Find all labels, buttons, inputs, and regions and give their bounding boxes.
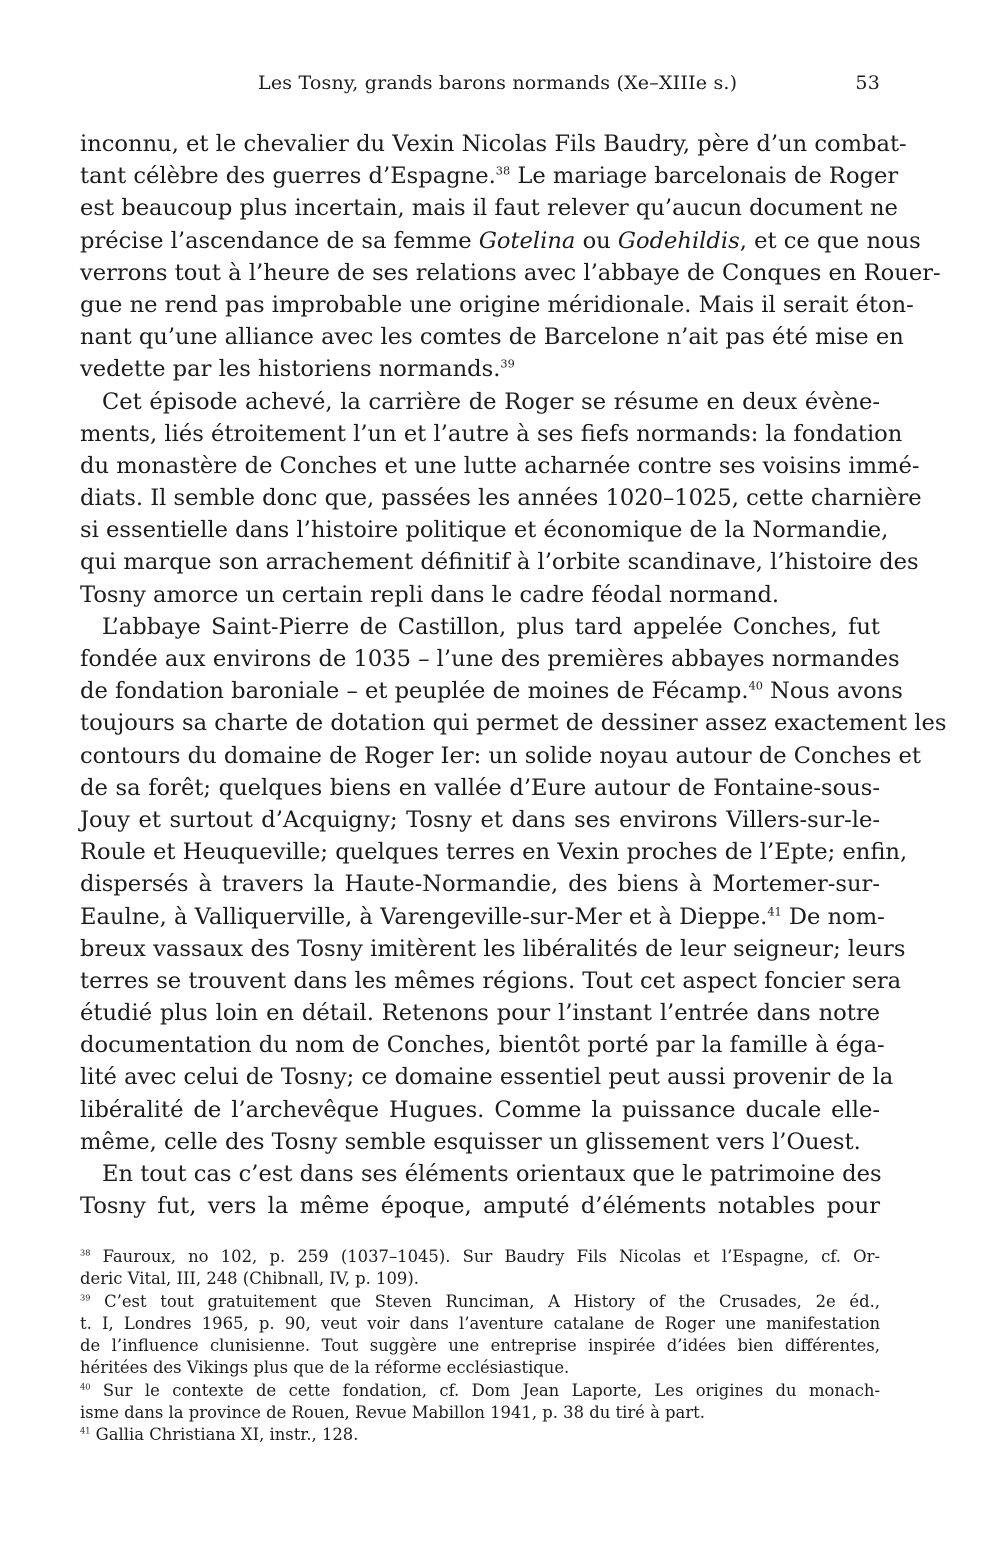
text-line (80, 353, 880, 385)
text-run: de fondation baroniale – et peuplée de moines de Fécamp. (80, 678, 749, 705)
note-reference: 38 (495, 164, 511, 178)
text-line (80, 901, 885, 933)
running-title: Les Tosny, grands barons normands (Xe–XIIIe s.) (258, 72, 738, 94)
text-run: dispersés à travers la Haute-Normandie, des biens à Mortemer-sur- (80, 871, 880, 898)
text-line (80, 1061, 894, 1093)
note-reference: 39 (80, 1292, 91, 1303)
footnote-line (80, 1246, 880, 1268)
text-run: étudié plus loin en détail. Retenons pour l’instant l’entrée dans notre (80, 1000, 880, 1027)
note-reference: 41 (767, 904, 782, 918)
text-run: Sur le contexte de cette fondation, cf. Dom Jean Laporte, Les origines du monach- (90, 1380, 880, 1400)
page-number: 53 (855, 72, 880, 94)
text-run: Jouy et surtout d’Acquigny; Tosny et dans ses environs Villers-sur-le- (80, 806, 880, 833)
text-run: vedette par les historiens normands. (80, 356, 501, 383)
text-run: De nom- (781, 903, 885, 930)
text-run: de l’influence clunisienne. Tout suggère une entreprise inspirée d’idées bien différentes, (80, 1336, 880, 1356)
text-run: Gotelina (478, 227, 576, 254)
text-run: précise l’ascendance de sa femme (80, 227, 479, 254)
text-run: Le mariage barcelonais de Roger (510, 163, 899, 190)
text-run: du monastère de Conches et une lutte acharnée contre ses voisins immé- (80, 452, 920, 479)
text-line (80, 1158, 880, 1190)
text-line (80, 579, 880, 611)
text-run: gue ne rend pas improbable une origine méridionale. Mais il serait éton- (80, 291, 914, 318)
footnote-line (80, 1268, 880, 1290)
text-line (80, 450, 920, 482)
note-reference: 40 (80, 1381, 91, 1392)
text-line (80, 514, 889, 546)
text-line (80, 740, 922, 772)
text-run: fondée aux environs de 1035 – l’une des premières abbayes normandes (80, 646, 900, 672)
text-run: breux vassaux des Tosny imitèrent les libéralités de leur seigneur; leurs (80, 935, 906, 962)
text-run: Tosny fut, vers la même époque, amputé d’éléments notables pour (80, 1193, 880, 1220)
text-line (80, 1126, 880, 1158)
text-run: Godehildis (617, 227, 740, 254)
text-run: de sa forêt; quelques biens en vallée d’Eure autour de Fontaine-sous- (80, 774, 880, 801)
footnote-line (80, 1291, 880, 1313)
footnote-line (80, 1313, 880, 1335)
text-line (80, 1094, 880, 1126)
text-line (80, 707, 947, 739)
text-line (80, 643, 900, 675)
text-run: isme dans la province de Rouen, Revue Mabillon 1941, p. 38 du tiré à part. (80, 1403, 705, 1423)
text-run: documentation du nom de Conches, bientôt porté par la famille à éga- (80, 1032, 885, 1059)
text-run: C’est tout gratuitement que Steven Runciman, A History of the Crusades, 2e éd., (90, 1291, 880, 1311)
text-run: héritées des Vikings plus que de la réforme ecclésiastique. (80, 1358, 570, 1378)
text-run: Gallia Christiana XI, instr., 128. (90, 1425, 359, 1445)
note-reference: 40 (748, 679, 763, 693)
text-run: ou (575, 227, 618, 254)
text-line (80, 482, 922, 514)
text-run: Tosny amorce un certain repli dans le cadre féodal normand. (80, 581, 780, 608)
note-reference: 41 (80, 1425, 91, 1436)
text-line (80, 804, 880, 836)
text-run: terres se trouvent dans les mêmes régions. Tout cet aspect foncier sera (80, 967, 902, 994)
text-run: même, celle des Tosny semble esquisser un glissement vers l’Ouest. (80, 1128, 861, 1155)
text-run: ments, liés étroitement l’un et l’autre à ses fiefs normands: la fondation (80, 420, 903, 447)
text-line (80, 836, 908, 868)
text-line (80, 611, 880, 643)
footnotes (80, 1246, 880, 1447)
footnote-line (80, 1335, 880, 1357)
text-run: diats. Il semble donc que, passées les années 1020–1025, cette charnière (80, 485, 922, 512)
text-line (80, 192, 898, 224)
text-run: Eaulne, à Valliquerville, à Varengeville-sur-Mer et à Dieppe. (80, 903, 768, 930)
text-run: est beaucoup plus incertain, mais il faut relever qu’aucun document ne (80, 195, 898, 222)
text-run: Fauroux, no 102, p. 259 (1037–1045). Sur Baudry Fils Nicolas et l’Espagne, cf. Or- (90, 1247, 880, 1266)
text-run: L’abbaye Saint-Pierre de Castillon, plus tard appelée Conches, fut (102, 613, 880, 640)
text-run: si essentielle dans l’histoire politique et économique de la Normandie, (80, 517, 889, 544)
note-reference: 39 (500, 357, 515, 371)
text-run: verrons tout à l’heure de ses relations avec l’abbaye de Conques en Rouer- (80, 259, 941, 286)
text-run: Roule et Heuqueville; quelques terres en Vexin proches de l’Epte; enfin, (80, 839, 908, 866)
note-reference: 38 (80, 1247, 91, 1258)
footnote-line (80, 1357, 880, 1379)
text-run: t. I, Londres 1965, p. 90, veut voir dans l’aventure catalane de Roger une manifestation (80, 1313, 880, 1333)
text-run: contours du domaine de Roger Ier: un solide noyau autour de Conches et (80, 742, 922, 769)
text-run: libéralité de l’archevêque Hugues. Comme la puissance ducale elle- (80, 1096, 880, 1123)
text-line (80, 386, 880, 418)
text-line (80, 321, 904, 353)
text-line (80, 675, 903, 707)
text-line (80, 289, 914, 321)
text-run: nant qu’une alliance avec les comtes de Barcelone n’ait pas été mise en (80, 324, 904, 351)
text-line (80, 257, 941, 289)
text-run: , et ce que nous (739, 227, 921, 254)
text-run: En tout cas c’est dans ses éléments orientaux que le patrimoine des (102, 1161, 882, 1187)
text-run: toujours sa charte de dotation qui permet de dessiner assez exactement les (80, 710, 947, 737)
text-run: deric Vital, III, 248 (Chibnall, IV, p. 109). (80, 1269, 419, 1289)
text-line (80, 933, 906, 965)
text-line (80, 418, 903, 450)
text-line (80, 128, 907, 160)
text-run: lité avec celui de Tosny; ce domaine essentiel peut aussi provenir de la (80, 1064, 894, 1091)
running-head (80, 72, 880, 102)
text-line (80, 225, 921, 257)
text-run: Cet épisode achevé, la carrière de Roger se résume en deux évène- (102, 388, 880, 415)
text-line (80, 772, 880, 804)
text-run: qui marque son arrachement définitif à l’orbite scandinave, l’histoire des (80, 549, 919, 576)
text-run: Nous avons (762, 678, 903, 705)
text-line (80, 546, 919, 578)
text-line (80, 965, 902, 997)
text-line (80, 1029, 885, 1061)
text-line (80, 868, 880, 900)
text-line (80, 160, 899, 192)
text-line (80, 1190, 880, 1222)
footnote-line (80, 1380, 880, 1402)
body-text (80, 128, 947, 1222)
footnote-line (80, 1424, 880, 1446)
text-line (80, 997, 880, 1029)
text-run: tant célèbre des guerres d’Espagne. (80, 163, 496, 190)
footnote-line (80, 1402, 880, 1424)
text-run: inconnu, et le chevalier du Vexin Nicolas Fils Baudry, père d’un combat- (80, 131, 907, 157)
